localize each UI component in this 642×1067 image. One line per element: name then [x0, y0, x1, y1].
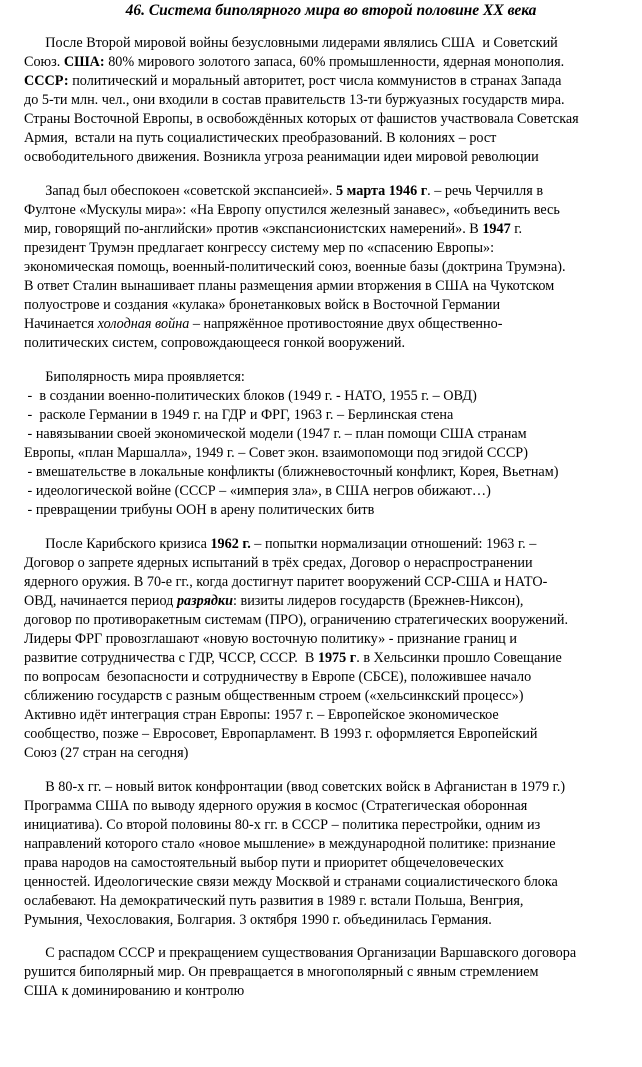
- paragraph-gap: [24, 353, 638, 368]
- text-line: [24, 668, 638, 687]
- emphasis-text: 5 марта 1946 г: [336, 183, 428, 199]
- text-segment: ОВД, начинается период: [24, 593, 177, 609]
- text-segment: ценностей. Идеологические связи между Москвой и странами социалистического блока: [24, 874, 558, 890]
- text-segment: Программа США по выводу ядерного оружия в космос (Стратегическая оборонная: [24, 798, 528, 814]
- text-segment: После Карибского кризиса: [24, 536, 211, 552]
- paragraph-gap: [24, 763, 638, 778]
- text-line: [24, 535, 638, 554]
- text-line: [24, 778, 638, 797]
- text-segment: до 5-ти млн. чел., они входили в состав правительств 13-ти буржуазных государств мира.: [24, 92, 565, 108]
- paragraph-4: [24, 535, 638, 763]
- text-line: [24, 406, 638, 425]
- text-segment: сообщество, позже – Евросовет, Европарламент. В 1993 г. оформляется Европейский: [24, 726, 538, 742]
- emphasis-text: США:: [63, 54, 105, 70]
- text-segment: Румыния, Чехословакия, Болгария. 3 октября 1990 г. объединилась Германия.: [24, 912, 492, 928]
- text-segment: развитие сотрудничества с ГДР, ЧССР, СССР. В: [24, 650, 318, 666]
- text-line: [24, 148, 638, 167]
- paragraph-1: [24, 34, 638, 167]
- text-segment: ослабевают. На демократический путь развития в 1989 г. встали Польша, Венгрия,: [24, 893, 524, 909]
- text-segment: Армия, встали на путь социалистических преобразований. В колониях – рост: [24, 130, 497, 146]
- text-segment: - навязывании своей экономической модели (1947 г. – план помощи США странам: [24, 426, 527, 442]
- text-segment: – попытки нормализации отношений: 1963 г. –: [250, 536, 537, 552]
- text-segment: В ответ Сталин вынашивает планы размещения армии вторжения в США на Чукотском: [24, 278, 555, 294]
- paragraphs-container: [24, 20, 638, 1001]
- text-segment: по вопросам безопасности и сотрудничеству в Европе (СБСЕ), положившее начало: [24, 669, 532, 685]
- text-segment: ядерного оружия. В 70-е гг., когда достигнут паритет вооружений ССР-США и НАТО-: [24, 574, 548, 590]
- text-line: [24, 687, 638, 706]
- text-segment: . – речь Черчилля в: [427, 183, 544, 199]
- text-line: [24, 963, 638, 982]
- text-segment: - расколе Германии в 1949 г. на ГДР и ФРГ, 1963 г. – Берлинская стена: [24, 407, 454, 423]
- text-segment: США к доминированию и контролю: [24, 983, 245, 999]
- text-segment: политических систем, сопровождающееся гонкой вооружений.: [24, 335, 405, 351]
- emphasis-text: 1975 г: [317, 650, 357, 666]
- text-segment: Фултоне «Мускулы мира»: «На Европу опустился железный занавес», «объединить весь: [24, 202, 560, 218]
- text-line: [24, 649, 638, 668]
- text-line: [24, 258, 638, 277]
- text-line: [24, 72, 638, 91]
- paragraph-gap: [24, 20, 638, 34]
- text-segment: полуострове и создания «кулака» бронетанковых войск в Восточной Германии: [24, 297, 501, 313]
- text-line: [24, 368, 638, 387]
- text-segment: 80% мирового золотого запаса, 60% промышленности, ядерная монополия.: [104, 54, 565, 70]
- paragraph-gap: [24, 167, 638, 182]
- text-line: [24, 982, 638, 1001]
- text-line: [24, 387, 638, 406]
- text-segment: Союз (27 стран на сегодня): [24, 745, 189, 761]
- text-line: [24, 911, 638, 930]
- text-line: [24, 129, 638, 148]
- emphasis-text: СССР:: [24, 73, 69, 89]
- text-segment: мир, говорящий по-английски» против «экспансионистских намерений». В: [24, 221, 483, 237]
- text-line: [24, 53, 638, 72]
- document-title: 46. Система биполярного мира во второй половине XX века: [125, 2, 537, 19]
- text-line: [24, 91, 638, 110]
- text-line: [24, 573, 638, 592]
- text-line: [24, 554, 638, 573]
- text-line: [24, 816, 638, 835]
- text-line: [24, 797, 638, 816]
- text-segment: г.: [510, 221, 522, 237]
- text-segment: Страны Восточной Европы, в освобождённых которых от фашистов участвовала Советская: [24, 111, 579, 127]
- text-segment: экономическая помощь, военный-политический союз, военные базы (доктрина Трумэна).: [24, 259, 566, 275]
- text-line: [24, 854, 638, 873]
- text-line: [24, 110, 638, 129]
- text-line: [24, 873, 638, 892]
- text-segment: Союз.: [24, 54, 64, 70]
- text-segment: президент Трумэн предлагает конгрессу систему мер по «спасению Европы»:: [24, 240, 495, 256]
- text-line: [24, 334, 638, 353]
- emphasis-text: холодная война: [97, 316, 190, 332]
- text-segment: Договор о запрете ядерных испытаний в трёх средах, Договор о нераспространении: [24, 555, 533, 571]
- text-segment: направлений которого стало «новое мышление» в международной политике: признание: [24, 836, 556, 852]
- paragraph-2: [24, 182, 638, 353]
- text-segment: . в Хельсинки прошло Совещание: [356, 650, 562, 666]
- text-line: [24, 315, 638, 334]
- paragraph-gap: [24, 930, 638, 944]
- text-line: [24, 706, 638, 725]
- text-line: [24, 201, 638, 220]
- text-line: [24, 944, 638, 963]
- text-segment: После Второй мировой войны безусловными лидерами являлись США и Советский: [24, 35, 558, 51]
- text-line: [24, 220, 638, 239]
- emphasis-text: 1962 г.: [210, 536, 251, 552]
- text-line: [24, 482, 638, 501]
- text-segment: Биполярность мира проявляется:: [24, 369, 245, 385]
- emphasis-text: [177, 593, 233, 609]
- document-page: [24, 0, 638, 1001]
- paragraph-3: [24, 368, 638, 520]
- paragraph-gap: [24, 520, 638, 535]
- text-line: [24, 892, 638, 911]
- paragraph-6: [24, 944, 638, 1001]
- text-line: [24, 239, 638, 258]
- text-segment: : визиты лидеров государств (Брежнев-Никсон),: [233, 593, 524, 609]
- text-segment: В 80-х гг. – новый виток конфронтации (ввод советских войск в Афганистан в 1979 г.): [24, 779, 566, 795]
- text-line: [24, 501, 638, 520]
- text-segment: инициатива). Со второй половины 80-х гг. в СССР – политика перестройки, одним из: [24, 817, 541, 833]
- text-segment: политический и моральный авторитет, рост числа коммунистов в странах Запада: [68, 73, 562, 89]
- text-segment: Лидеры ФРГ провозглашают «новую восточную политику» - признание границ и: [24, 631, 517, 647]
- text-segment: С распадом СССР и прекращением существования Организации Варшавского договора: [24, 945, 577, 961]
- emphasis-text: 1947: [482, 221, 511, 237]
- text-segment: - вмешательстве в локальные конфликты (ближневосточный конфликт, Корея, Вьетнам): [24, 464, 559, 480]
- text-line: [24, 296, 638, 315]
- text-line: [24, 835, 638, 854]
- text-segment: Начинается: [24, 316, 98, 332]
- text-line: [24, 277, 638, 296]
- text-segment: Запад был обеспокоен «советской экспансией».: [24, 183, 337, 199]
- emphasis-text: разрядки: [176, 593, 234, 609]
- text-segment: договор по противоракетным системам (ПРО), ограничению стратегических вооружений.: [24, 612, 568, 628]
- text-segment: - превращении трибуны ООН в арену политических битв: [24, 502, 375, 518]
- text-line: [24, 611, 638, 630]
- text-segment: права народов на самостоятельный выбор пути и приоритет общечеловеческих: [24, 855, 504, 871]
- paragraph-5: [24, 778, 638, 930]
- text-line: [24, 34, 638, 53]
- text-line: [24, 725, 638, 744]
- text-line: [24, 592, 638, 611]
- text-line: [24, 463, 638, 482]
- text-segment: освободительного движения. Возникла угроза реанимации идеи мировой революции: [24, 149, 539, 165]
- text-segment: - в создании военно-политических блоков (1949 г. - НАТО, 1955 г. – ОВД): [24, 388, 477, 404]
- text-line: [24, 425, 638, 444]
- text-line: [24, 182, 638, 201]
- text-segment: – напряжённое противостояние двух общественно-: [189, 316, 503, 332]
- text-line: [24, 444, 638, 463]
- text-line: [24, 630, 638, 649]
- text-segment: Активно идёт интеграция стран Европы: 1957 г. – Европейское экономическое: [24, 707, 499, 723]
- text-segment: сближению государств с разным общественным строем («хельсинкский процесс»): [24, 688, 524, 704]
- text-segment: - идеологической войне (СССР – «империя зла», в США негров обижают…): [24, 483, 491, 499]
- text-segment: рушится биполярный мир. Он превращается в многополярный с явным стремлением: [24, 964, 539, 980]
- text-segment: Европы, «план Маршалла», 1949 г. – Совет экон. взаимопомощи под эгидой СССР): [24, 445, 528, 461]
- text-line: [24, 744, 638, 763]
